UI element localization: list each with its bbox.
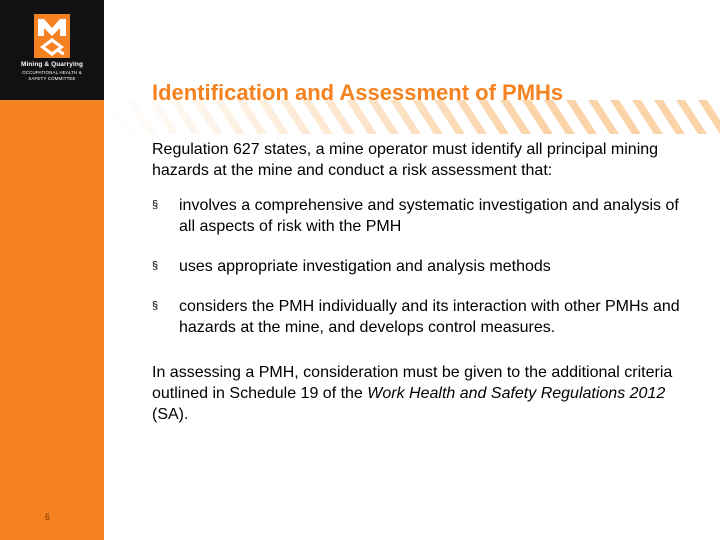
bullet-icon: § — [152, 199, 159, 211]
bullet-list — [152, 195, 692, 338]
bullet-text: uses appropriate investigation and analysis methods — [179, 258, 551, 275]
bullet-icon: § — [152, 260, 159, 272]
logo-title: Mining & Quarrying — [20, 61, 84, 68]
mq-logo-icon — [34, 14, 70, 58]
slide-title: Identification and Assessment of PMHs — [152, 80, 564, 105]
logo-subtitle — [0, 70, 104, 82]
closing-text: In assessing a PMH, consideration must be given to the additional criteria outlined in Schedule 19 of the — [152, 364, 673, 402]
logo-subtitle-line-1: OCCUPATIONAL HEALTH & — [22, 70, 82, 75]
regulation-title: Work Health and Safety Regulations 2012 — [367, 385, 666, 402]
closing-paragraph — [152, 362, 692, 425]
slide-body — [152, 139, 692, 425]
page-number: 6 — [45, 512, 51, 522]
closing-suffix: (SA). — [152, 406, 189, 423]
list-item — [152, 256, 692, 277]
bullet-text: considers the PMH individually and its interaction with other PMHs and hazards at the mine, and develops control measures. — [179, 298, 680, 336]
list-item — [152, 195, 692, 237]
list-item — [152, 296, 692, 338]
committee-logo — [0, 0, 104, 100]
bullet-icon: § — [152, 300, 159, 312]
logo-subtitle-line-2: SAFETY COMMITTEE — [28, 76, 76, 81]
bullet-text: involves a comprehensive and systematic investigation and analysis of all aspects of risk with the PMH — [179, 197, 679, 235]
intro-paragraph: Regulation 627 states, a mine operator must identify all principal mining hazards at the mine and conduct a risk assessment that: — [152, 141, 659, 179]
